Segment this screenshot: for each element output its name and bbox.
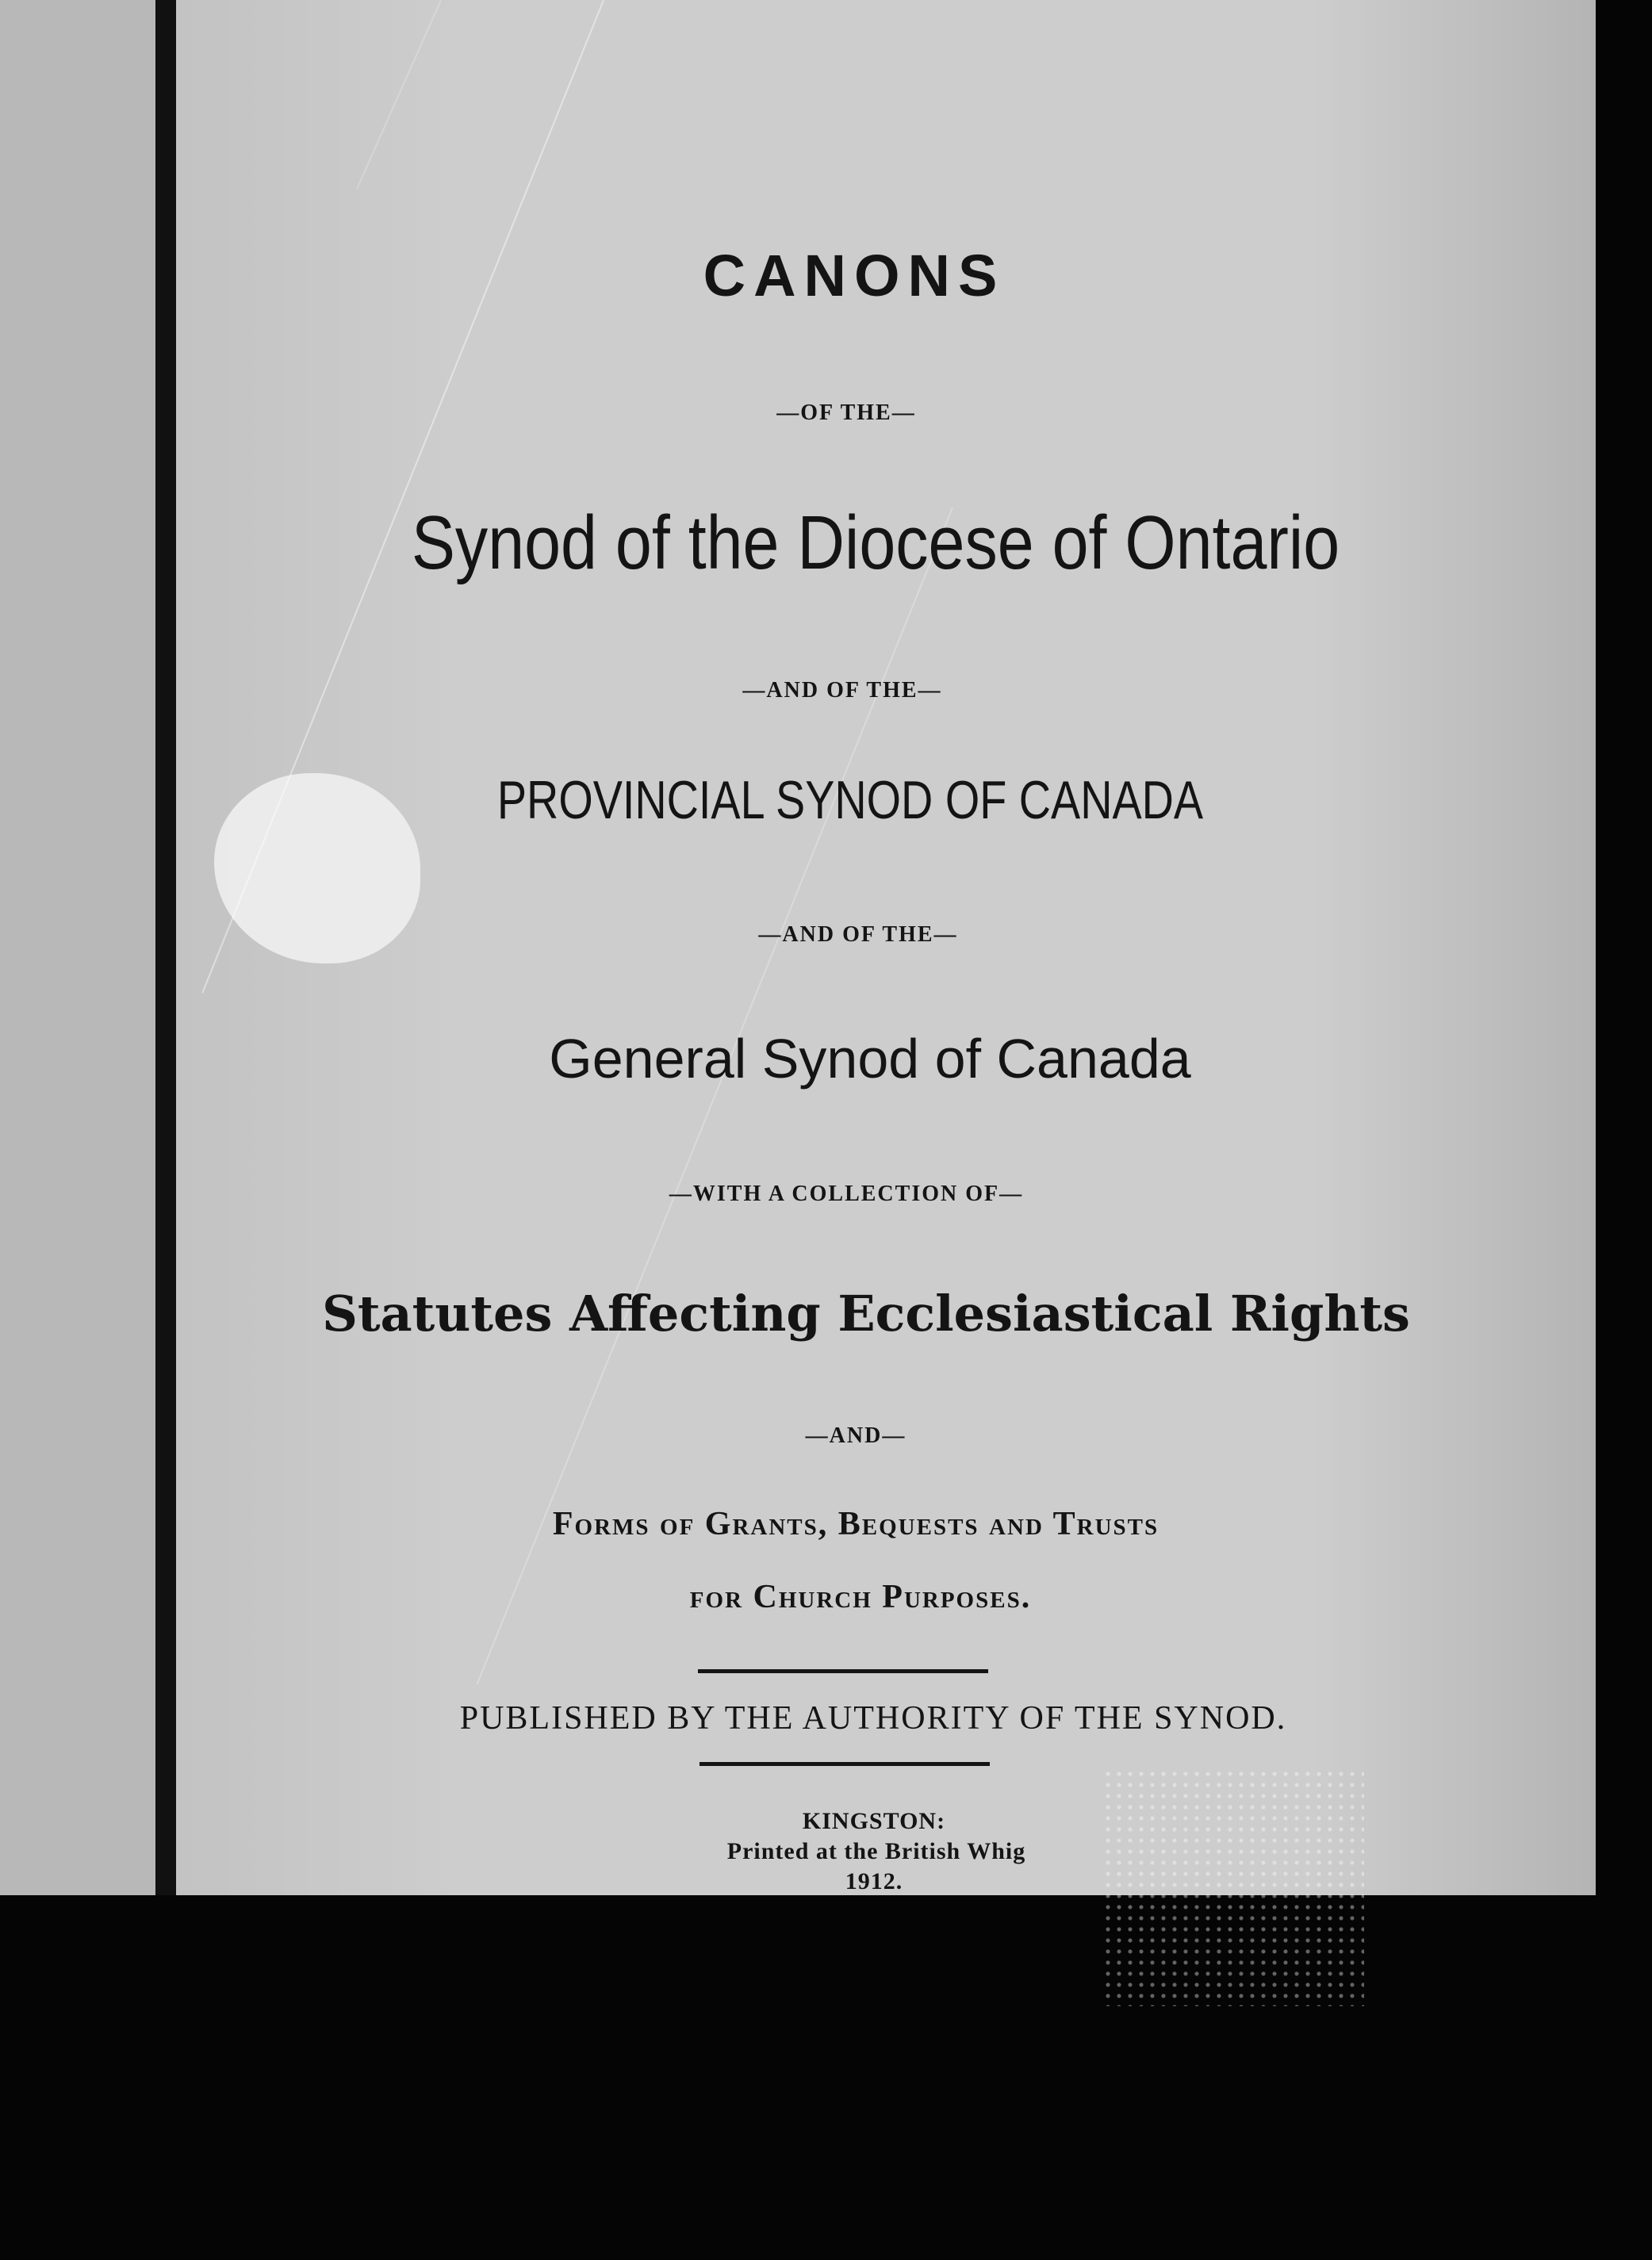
connector-and-of-the: —AND OF THE— [758,922,958,947]
connector-and: —AND— [805,1423,906,1448]
heading-general-synod: General Synod of Canada [549,1028,1191,1090]
connector-of-the: —OF THE— [776,400,916,425]
divider-rule [700,1762,990,1766]
imprint-place: KINGSTON: [802,1808,946,1834]
forms-line-2: for Church Purposes. [689,1579,1032,1615]
published-by-line: PUBLISHED BY THE AUTHORITY OF THE SYNOD. [459,1700,1287,1737]
title-page-text [176,0,1596,1895]
heading-provincial-synod: PROVINCIAL SYNOD OF CANADA [496,770,1204,830]
heading-synod-ontario: Synod of the Diocese of Ontario [411,500,1340,585]
divider-rule [698,1669,988,1673]
heading-statutes: Statutes Affecting Ecclesiastical Rights [322,1285,1410,1343]
forms-line-1: Forms of Grants, Bequests and Trusts [552,1506,1159,1542]
imprint-printer: Printed at the British Whig [726,1838,1026,1864]
imprint-year: 1912. [845,1868,903,1894]
connector-with-collection: —WITH A COLLECTION OF— [669,1182,1024,1206]
connector-and-of-the: —AND OF THE— [742,678,942,703]
scan-border-bottom [0,1895,1652,2260]
page-title: CANONS [703,243,1006,308]
